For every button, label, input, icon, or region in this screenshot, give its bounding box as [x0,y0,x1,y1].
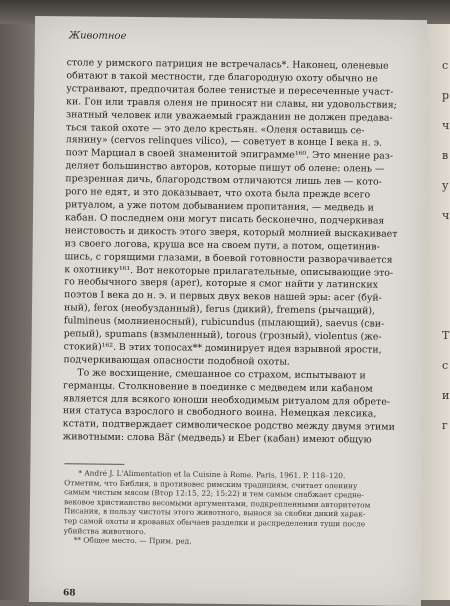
facing-page-letter: с [442,359,449,372]
text-line: репый), spumans (взмыленный), torous (грозный), violentus (же- [63,328,382,343]
text-line: ться такой охоте — это дело крестьян. «Оленя оставишь се- [65,121,365,136]
text-line: кстати, подтверждает символическое родство между двумя этими [62,418,395,434]
facing-page-letter: в [442,149,449,162]
text-line: ки. Гон или травля оленя не приносят ни славы, ни удовольствия; [66,96,397,111]
text-line: деляет большинство авторов, которые пишут об олене: олень — [65,160,385,175]
footnotes [64,468,407,548]
paragraph-1 [63,57,411,370]
text-line: столе у римского патриция не встречалась*. Наконец, оленевые [66,57,389,72]
facing-page-letter: ч [442,209,450,222]
text-line: стокий)¹⁶². В этих топосах** доминирует идея взрывной ярости, [63,341,382,356]
text-line: из своего логова, круша все на своем пути, а потом, ощетинив- [64,237,380,253]
facing-page-letter: ч [442,119,450,132]
paragraph-2 [63,367,409,448]
text-line: к охотнику¹⁶¹. Вот некоторые прилагательные, описывающие это- [64,263,394,279]
text-line: го необычного зверя (aper), которые я смог найти у латинских [64,276,378,291]
text-line: является для всякого юноши необходимым ритуалом для обрете- [63,392,391,408]
text-line: убийства животного. [63,525,147,536]
facing-page-letter: с [442,59,449,72]
text-line: Писания, в пользу чистоты этого животного, вынося за скобки дикий харак- [63,506,366,519]
text-line: То же восхищение, смешанное со страхом, испытывают и [77,367,366,382]
text-line: поэтов I века до н. э. и первых двух веков нашей эры: acer (буй- [64,289,382,304]
text-line: Отметим, что Библия, в противовес римским традициям, считает оленину [64,477,358,490]
footnote-1 [64,468,407,539]
body-text [63,57,412,448]
text-line: германцы. Столкновение в поединке с медведем или кабаном [63,379,373,395]
text-line: fulmineus (молниеносный), rubicundus (пылающий), saevus (сви- [63,315,385,330]
footnote-2: ** Общее место. — Прим. ред. [73,535,192,546]
text-line: ный), ferox (необузданный), ferus (дикий), fremens (рычащий), [63,302,376,317]
text-line: кабан. О последнем они могут писать бесконечно, подчеркивая [64,212,385,227]
facing-page-letter: Т [442,329,450,342]
text-line: * André J. L'Alimentation et la Cuisine à Rome. Paris, 1961. P. 118–120. [78,468,346,481]
text-line: поэт Марциал в своей знаменитой эпиграмме¹⁶⁰. Это мнение раз- [65,147,394,163]
text-line: знатный человек или уважаемый гражданин не должен предава- [65,108,393,124]
text-line: самым чистым мясом (Втор 12:15, 22; 15:22) и тем самым снабжает средне- [64,487,364,500]
text-line: шись, с горящими глазами, в боевой готовности разворачивается [64,250,393,266]
facing-page-letter: и [442,389,450,402]
footnote-rule [64,463,124,465]
running-head: Животное [68,30,127,42]
text-line: ритуалом, а уже потом добыванием пропитания, — медведь и [65,199,374,214]
text-line: обитают в такой местности, где благородную охоту обычно не [66,70,378,85]
text-line: вековое христианство весомыми аргументами, подкрепленными авторитетом [63,497,371,510]
facing-page-letter: у [442,179,449,192]
text-line: подчеркивающая опасности подобной охоты. [63,354,290,368]
text-line: презренная дичь, благородством отличаются лишь лев — кото- [65,173,382,188]
facing-page-letter: г [442,419,448,432]
facing-page-letter: р [442,89,450,102]
text-line: ния статуса взрослого и свободного воина. Немецкая лексика, [62,405,377,421]
book-page [29,16,427,606]
page-number: 68 [62,588,76,599]
text-line: рого не едят, и это доказывает, что охота была прежде всего [65,186,371,201]
text-line: лянину» (cervos relinques vilico), — советует в конце I века н. э. [65,134,383,150]
text-line: неистовость и дикость этого зверя, который молнией выскакивает [64,225,398,240]
text-line: устраивают, предпочитая более тенистые и пересеченные участ- [66,83,394,98]
text-line: животными: слова Bär (медведь) и Eber (кабан) имеют общую [62,431,372,446]
text-line: тер самой охоты и кровавых обычаев разделки и распределения туши после [63,516,366,529]
